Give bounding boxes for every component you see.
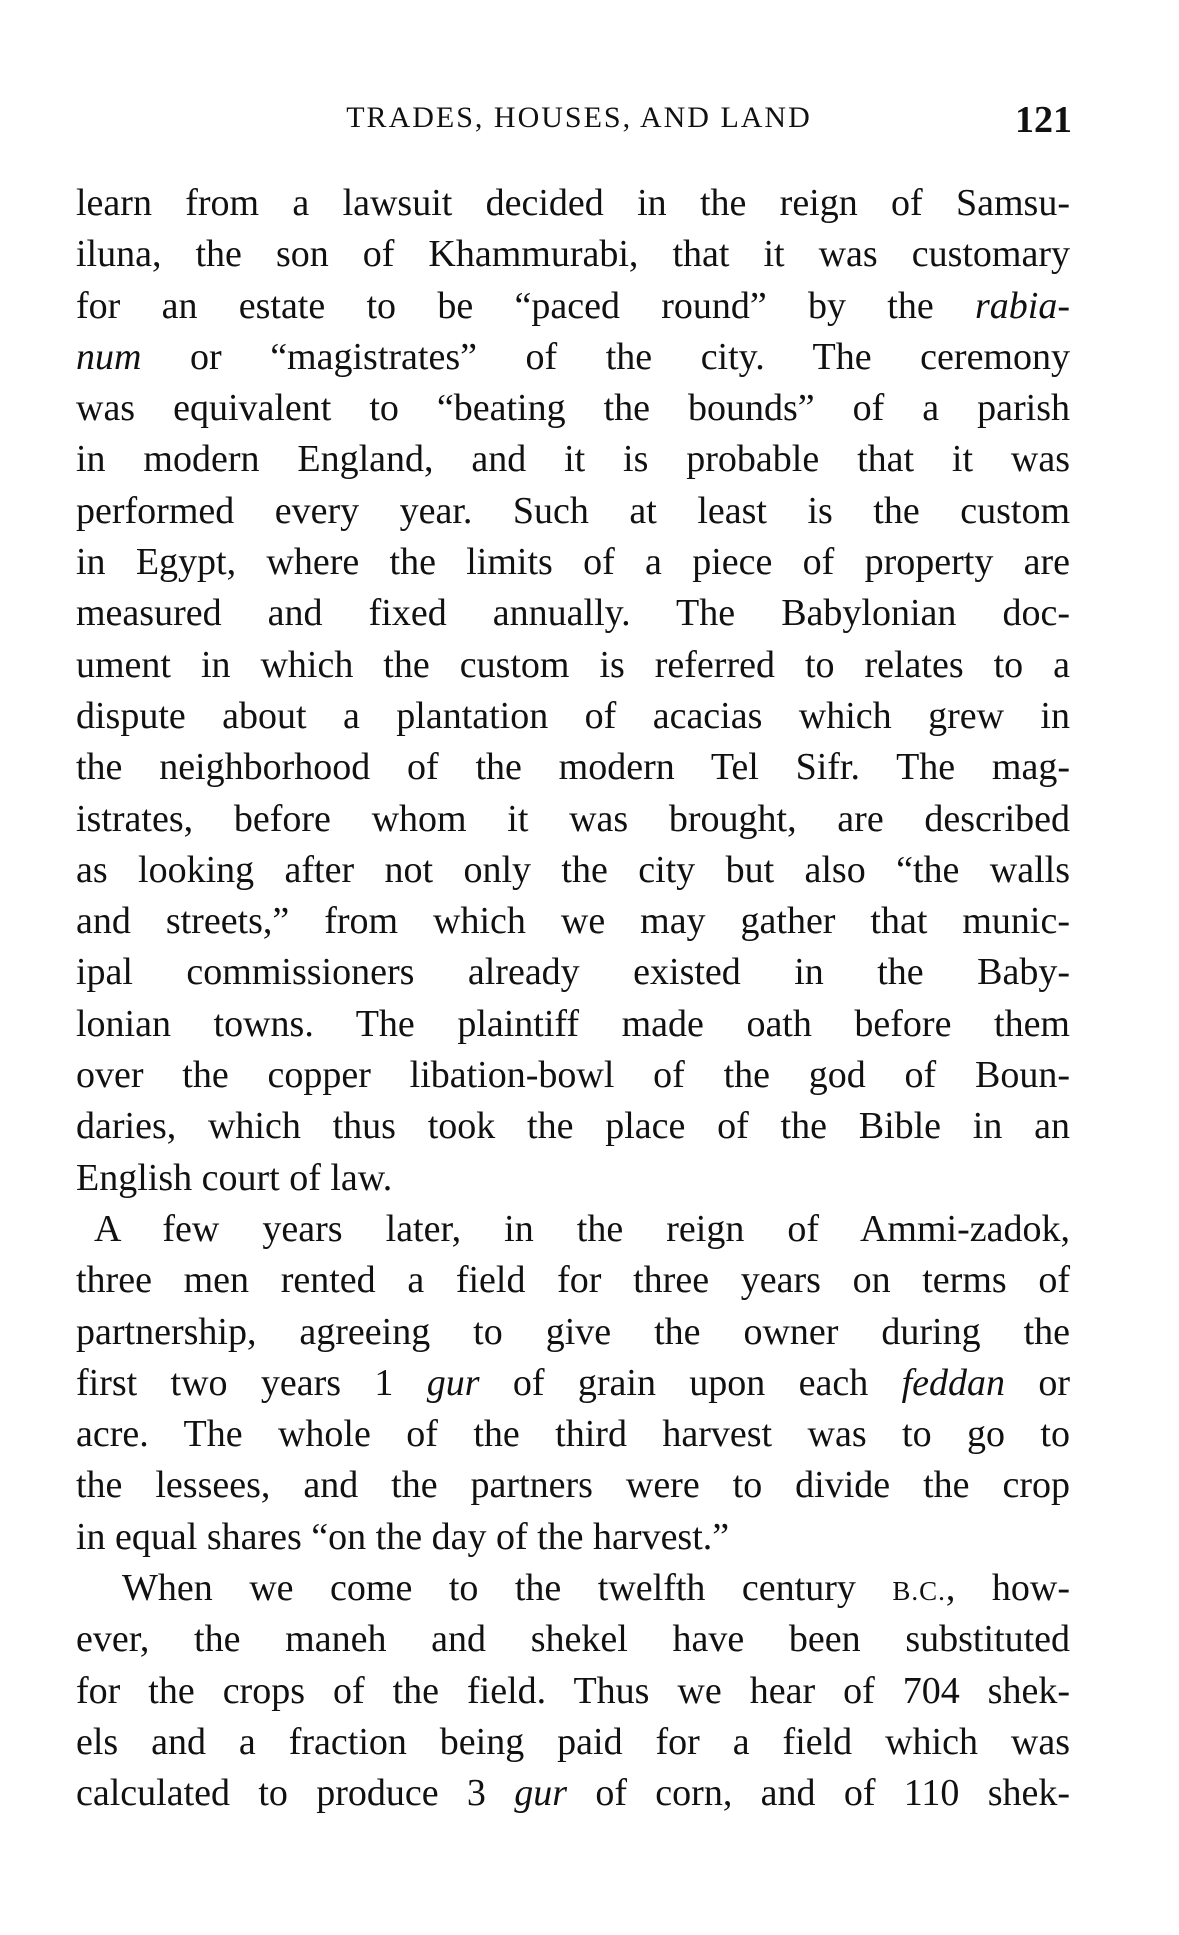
italic-term: num xyxy=(76,335,142,378)
text-segment: the lessees, and the partners were to divide the crop xyxy=(76,1464,1070,1507)
text-segment: When we come to the twelfth century xyxy=(122,1567,893,1610)
text-line xyxy=(76,1460,1070,1511)
text-line xyxy=(76,281,1070,332)
text-segment: three men rented a field for three years on terms of xyxy=(76,1259,1070,1302)
running-head xyxy=(0,96,1179,140)
text-line xyxy=(76,1101,1070,1152)
text-line xyxy=(76,434,1070,485)
text-segment: for the crops of the field. Thus we hear of 704 shek- xyxy=(76,1669,1070,1712)
text-segment: of grain upon each xyxy=(479,1361,902,1404)
text-line xyxy=(76,1409,1070,1460)
text-line xyxy=(76,845,1070,896)
text-segment: in Egypt, where the limits of a piece of property are xyxy=(76,541,1070,584)
text-line xyxy=(76,178,1070,229)
text-line xyxy=(76,1666,1070,1717)
text-segment: as looking after not only the city but also “the walls xyxy=(76,848,1070,891)
text-segment: daries, which thus took the place of the Bible in an xyxy=(76,1105,1070,1148)
text-line xyxy=(76,1153,1070,1204)
text-line xyxy=(76,1204,1070,1255)
text-segment: and streets,” from which we may gather that munic- xyxy=(76,900,1070,943)
text-segment: English court of law. xyxy=(76,1156,393,1199)
text-segment: ipal commissioners already existed in the Baby- xyxy=(76,951,1070,994)
chapter-title: TRADES, HOUSES, AND LAND xyxy=(346,101,812,134)
text-line xyxy=(76,742,1070,793)
text-segment: of corn, and of 110 shek- xyxy=(567,1772,1071,1815)
text-line xyxy=(76,486,1070,537)
text-segment: or xyxy=(1005,1361,1071,1404)
text-segment: in modern England, and it is probable that it was xyxy=(76,438,1070,481)
italic-term: feddan xyxy=(901,1361,1006,1404)
text-line xyxy=(76,1512,1070,1563)
text-segment: performed every year. Such at least is the custom xyxy=(76,489,1070,532)
text-segment: was equivalent to “beating the bounds” of a parish xyxy=(76,387,1070,430)
text-line xyxy=(76,1255,1070,1306)
text-segment: acre. The whole of the third harvest was to go to xyxy=(76,1413,1070,1456)
text-line xyxy=(76,1307,1070,1358)
text-line xyxy=(76,896,1070,947)
text-line xyxy=(76,999,1070,1050)
text-segment: calculated to produce 3 xyxy=(76,1772,515,1815)
text-line xyxy=(76,1563,1070,1614)
text-line xyxy=(76,1614,1070,1665)
italic-term: gur xyxy=(426,1361,480,1404)
text-line xyxy=(76,691,1070,742)
text-segment: the neighborhood of the modern Tel Sifr. The mag- xyxy=(76,746,1070,789)
text-segment: or “magistrates” of the city. The ceremony xyxy=(141,335,1070,378)
text-line xyxy=(76,383,1070,434)
text-line xyxy=(76,537,1070,588)
text-segment: lonian towns. The plaintiff made oath before them xyxy=(76,1002,1070,1045)
text-segment: in equal shares “on the day of the harvest.” xyxy=(76,1515,730,1558)
text-segment: els and a fraction being paid for a field which was xyxy=(76,1720,1070,1763)
text-segment: for an estate to be “paced round” by the xyxy=(76,284,975,327)
text-line xyxy=(76,794,1070,845)
body-text xyxy=(76,178,1070,1820)
text-line xyxy=(76,588,1070,639)
text-segment: first two years 1 xyxy=(76,1361,427,1404)
page-number: 121 xyxy=(1015,99,1072,141)
text-segment: istrates, before whom it was brought, are described xyxy=(76,797,1070,840)
text-segment: learn from a lawsuit decided in the reign of Samsu- xyxy=(76,182,1070,224)
text-segment: ument in which the custom is referred to relates to a xyxy=(76,643,1070,686)
text-segment: ever, the maneh and shekel have been substituted xyxy=(76,1618,1070,1661)
text-line xyxy=(76,1768,1070,1819)
italic-term: gur xyxy=(514,1772,568,1815)
text-line xyxy=(76,1358,1070,1409)
text-segment: A few years later, in the reign of Ammi-zadok, xyxy=(94,1207,1070,1250)
text-line xyxy=(76,947,1070,998)
text-segment: , how- xyxy=(945,1567,1070,1610)
text-line xyxy=(76,640,1070,691)
text-segment: dispute about a plantation of acacias which grew in xyxy=(76,694,1070,737)
italic-term: rabia- xyxy=(975,284,1070,327)
text-line xyxy=(76,1717,1070,1768)
text-segment: iluna, the son of Khammurabi, that it was customary xyxy=(76,233,1070,276)
text-line xyxy=(76,1050,1070,1101)
text-segment: measured and fixed annually. The Babylonian doc- xyxy=(76,592,1070,635)
small-caps-text: B.C. xyxy=(892,1576,946,1607)
text-line xyxy=(76,229,1070,280)
text-line xyxy=(76,332,1070,383)
text-segment: over the copper libation-bowl of the god of Boun- xyxy=(76,1054,1070,1097)
text-segment: partnership, agreeing to give the owner during the xyxy=(76,1310,1070,1353)
